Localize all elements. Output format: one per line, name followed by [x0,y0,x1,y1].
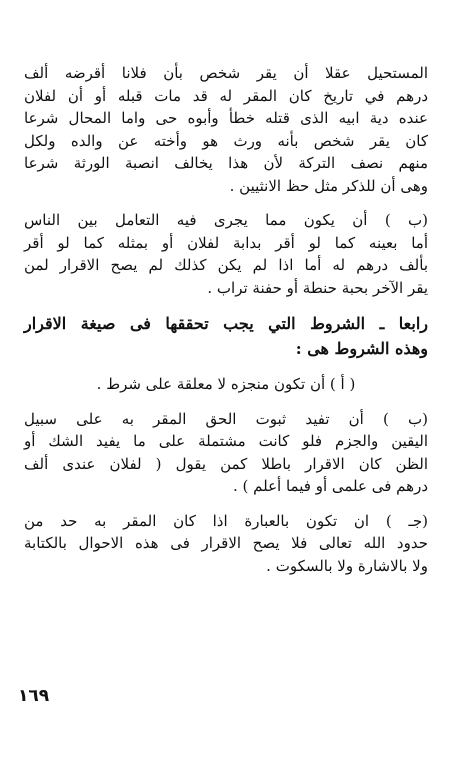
paragraph-line: كان يقر شخص بأنه ورث هو وأخته عن والده ولكل [24,131,428,150]
paragraph-condition-c [24,510,428,578]
paragraph-condition-b2 [24,408,428,498]
paragraph-line: عنده دية ابيه الذى قتله خطأ وأبوه حى واما المحال شرعا [24,109,428,127]
paragraph-line: منهم نصف التركة لأن هذا يخالف انصبة الورثة شرعا [24,154,428,172]
paragraph-impossibility [24,62,428,197]
paragraph-line: وهى أن للذكر مثل حظ الانثيين . [229,176,428,195]
paragraph-line: حدود الله تعالى فلا يصح الاقرار فى هذه الاحوال بالكتابة [24,534,428,552]
paragraph-line: درهم في تاريخ كان المقر له قد مات قبله أو أن لفلان [24,86,428,105]
paragraph-line: (جـ ) ان تكون بالعبارة اذا كان المقر به حد من [24,511,428,530]
paragraph-line: (ب ) أن يكون مما يجرى فيه التعامل بين الناس [24,211,428,229]
page-number: ١٦٩ [18,686,50,706]
heading-line: وهذه الشروط هى : [295,339,428,358]
paragraph-line: ( أ ) أن تكون منجزه لا معلقة على شرط . [96,375,356,393]
paragraph-line: أما بعينه كما لو أقر بدابة لفلان أو بمثله كما لو أقر [24,233,428,252]
paragraph-line: الظن كان الاقرار باطلا كمن يقول ( لفلان عندى ألف [24,454,428,473]
paragraph-line: المستحيل عقلا أن يقر شخص بأن فلانا أقرضه ألف [24,64,428,82]
paragraph-line: اليقين والجزم فلو كانت مشتملة على ما يفيد الشك أو [24,432,428,450]
document-page [24,62,428,589]
paragraph-condition-b [24,209,428,299]
paragraph-line: بألف درهم له أما اذا لم يكن كذلك لم يصح الاقرار لمن [24,256,428,274]
paragraph-line: يقر الآخر بحبة حنطة أو حفنة تراب . [207,278,428,297]
section-heading [24,311,428,361]
heading-line: رابعا ـ الشروط التي يجب تحققها فى صيغة الاقرار [24,314,428,333]
paragraph-line: ولا بالاشارة ولا بالسكوت . [266,556,428,575]
paragraph-line: درهم فى علمى أو فيما أعلم ) . [233,477,428,495]
paragraph-condition-a [24,373,428,396]
paragraph-line: (ب ) أن تفيد ثبوت الحق المقر به على سبيل [24,409,428,428]
